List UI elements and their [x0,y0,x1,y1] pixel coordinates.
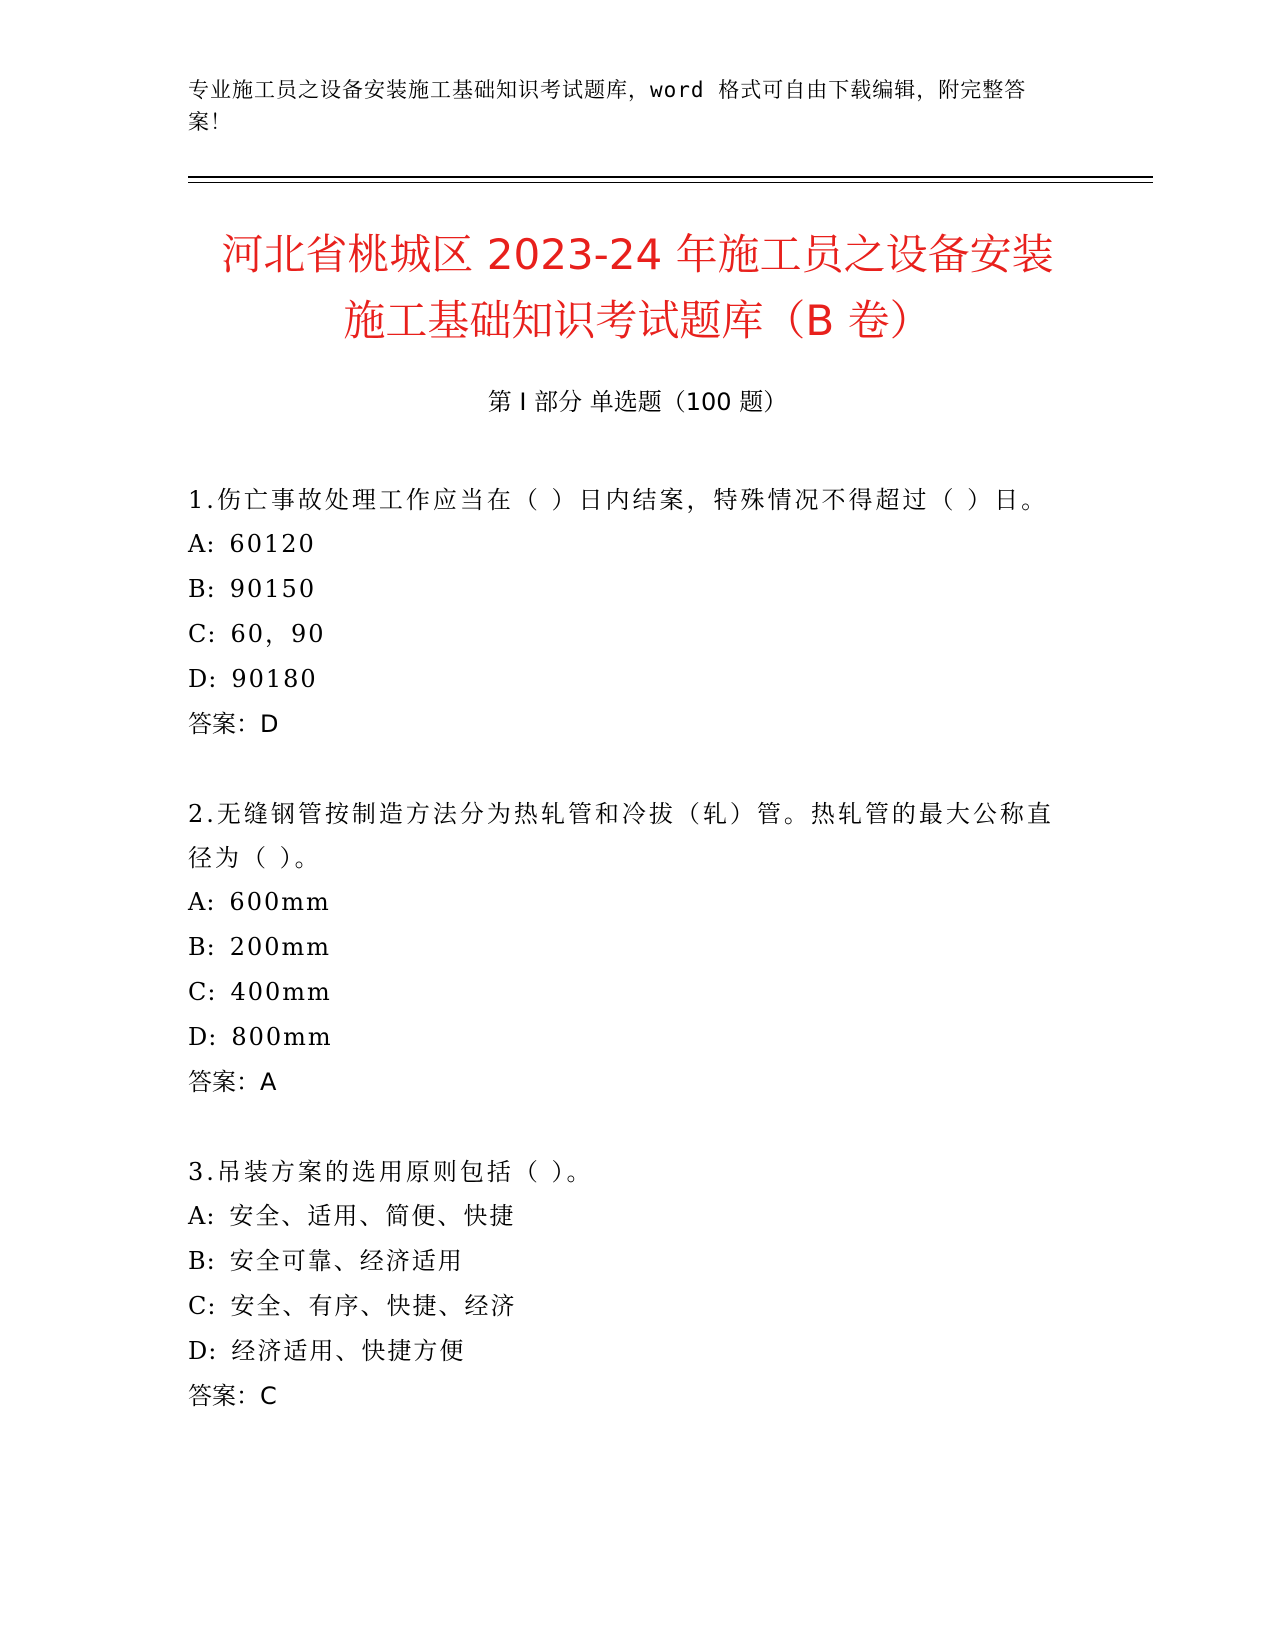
option-d [188,1329,1068,1374]
option-letter: C: [188,1292,217,1320]
option-value: 400mm [230,978,332,1006]
option-letter: B: [188,575,216,603]
header-divider-thick [188,176,1153,178]
question-text: 1.伤亡事故处理工作应当在（ ）日内结案，特殊情况不得超过（ ）日。 [188,486,1049,514]
answer-label: 答案： [188,1068,260,1096]
header-divider-thin [188,182,1153,183]
option-value: 90150 [229,575,317,603]
answer-value: C [260,1382,277,1410]
option-b [188,925,1068,970]
option-value: 安全、适用、简便、快捷 [229,1202,516,1230]
option-b [188,1239,1068,1284]
option-letter: D: [188,665,218,693]
option-letter: A: [188,888,216,916]
answer-line [188,1060,1068,1105]
question-2 [188,792,1068,1105]
option-letter: C: [188,620,217,648]
option-d [188,657,1068,702]
section-heading: 第 I 部分 单选题（100 题） [487,388,788,416]
document-title [150,222,1125,354]
option-value: 800mm [231,1023,333,1051]
option-letter: C: [188,978,217,1006]
question-text: 2.无缝钢管按制造方法分为热轧管和冷拔（轧）管。热轧管的最大公称直径为（ ）。 [188,800,1054,872]
question-3 [188,1150,1068,1419]
title-line-2: 施工基础知识考试题库（B 卷） [343,296,932,345]
option-letter: D: [188,1023,218,1051]
option-a [188,522,1068,567]
option-value: 经济适用、快捷方便 [231,1337,466,1365]
option-value: 安全、有序、快捷、经济 [230,1292,517,1320]
option-value: 90180 [231,665,318,693]
option-letter: B: [188,933,216,961]
option-c [188,970,1068,1015]
option-letter: B: [188,1247,216,1275]
option-b [188,567,1068,612]
option-d [188,1015,1068,1060]
option-c [188,1284,1068,1329]
option-a [188,880,1068,925]
option-letter: D: [188,1337,218,1365]
option-a [188,1194,1068,1239]
answer-value: D [260,710,279,738]
question-text: 3.吊装方案的选用原则包括（ ）。 [188,1158,594,1186]
question-list [188,478,1068,1464]
answer-line [188,1374,1068,1419]
answer-value: A [260,1068,277,1096]
answer-line [188,702,1068,747]
header-note: 专业施工员之设备安装施工基础知识考试题库，word 格式可自由下载编辑，附完整答案！ [188,78,1027,134]
option-c [188,612,1068,657]
answer-label: 答案： [188,1382,260,1410]
option-value: 200mm [229,933,332,961]
option-value: 安全可靠、经济适用 [229,1247,464,1275]
option-value: 60，90 [230,620,326,648]
option-value: 60120 [229,530,316,558]
answer-label: 答案： [188,710,260,738]
option-value: 600mm [229,888,331,916]
option-letter: A: [188,530,216,558]
question-1 [188,478,1068,747]
option-letter: A: [188,1202,216,1230]
title-line-1: 河北省桃城区 2023-24 年施工员之设备安装 [221,230,1054,279]
